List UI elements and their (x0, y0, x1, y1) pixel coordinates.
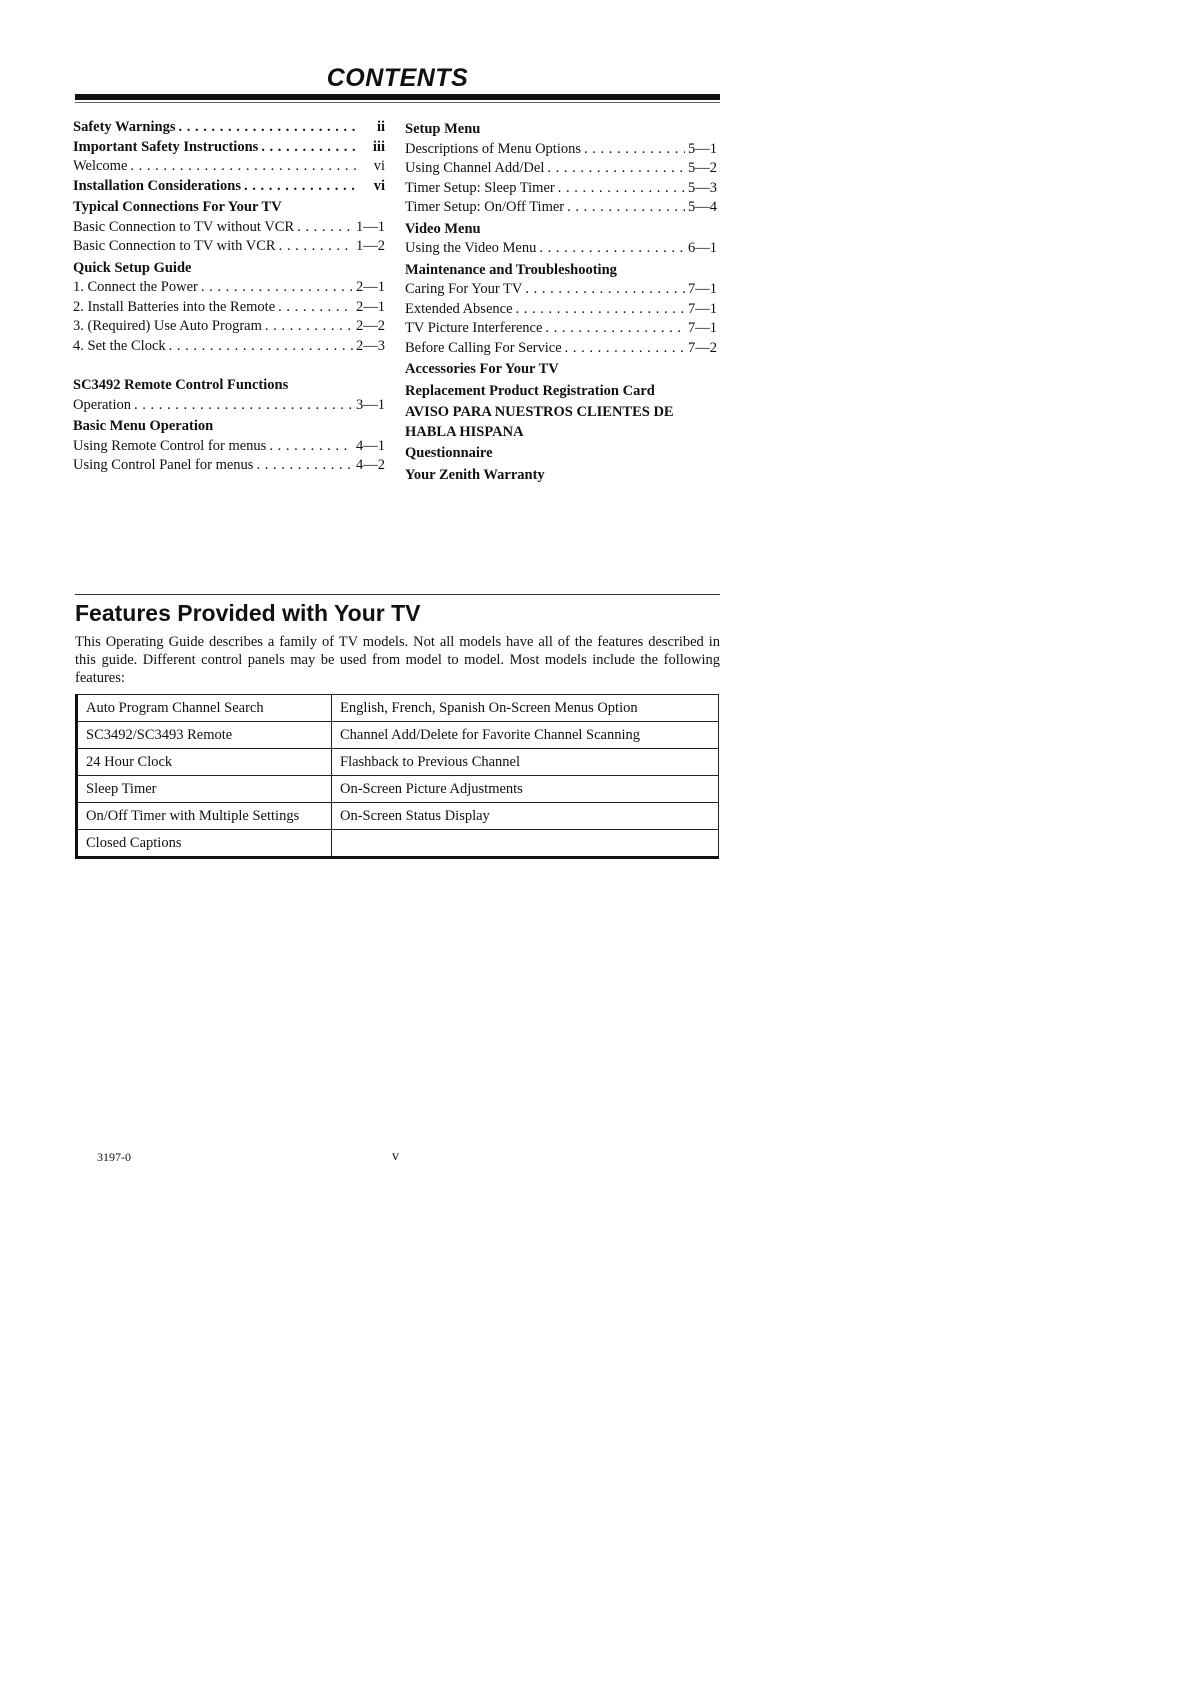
toc-section-heading: Basic Menu Operation (73, 418, 214, 434)
toc-entry (73, 437, 385, 457)
toc-right-column (405, 118, 717, 485)
features-title: Features Provided with Your TV (75, 600, 421, 626)
toc-entry (405, 159, 717, 179)
toc-leader-dots (130, 157, 360, 177)
toc-entry (73, 237, 385, 257)
toc-entry (73, 157, 385, 177)
toc-entry-page: 2—1 (356, 279, 385, 295)
toc-entry-title: Basic Connection to TV with VCR (73, 238, 276, 254)
table-row (77, 830, 719, 858)
toc-entry (73, 396, 385, 416)
toc-leader-dots (565, 339, 685, 359)
table-row (77, 722, 719, 749)
toc-entry-title: Timer Setup: On/Off Timer (405, 199, 565, 215)
toc-leader-dots (278, 298, 353, 318)
toc-entry-page: 7—1 (688, 320, 717, 336)
toc-entry (73, 218, 385, 238)
toc-entry (73, 337, 385, 357)
toc-left-column (73, 118, 385, 476)
toc-entry-title: 1. Connect the Power (73, 279, 198, 295)
toc-entry-title: Installation Considerations (73, 177, 241, 194)
toc-gap (73, 356, 385, 374)
feature-cell (332, 830, 719, 858)
toc-leader-dots (525, 280, 685, 300)
toc-section-heading: Typical Connections For Your TV (73, 199, 282, 215)
features-intro: This Operating Guide describes a family of TV models. Not all models have all of the features described in this guide. Different control panels may be used from model to model. Most models include the following features: (75, 634, 720, 686)
feature-cell: Auto Program Channel Search (77, 695, 332, 722)
feature-cell: On-Screen Picture Adjustments (332, 776, 719, 803)
page-number: v (392, 1149, 399, 1164)
toc-entry-page: 4—1 (356, 437, 385, 454)
toc-entry-page: 5—4 (688, 199, 717, 215)
features-divider (75, 594, 720, 595)
toc-entry (405, 239, 717, 259)
toc-entry-page: iii (372, 138, 385, 155)
toc-entry-page: vi (373, 177, 385, 194)
toc-entry-page: 2—2 (356, 318, 385, 334)
table-row (77, 749, 719, 776)
toc-entry (405, 198, 717, 218)
toc-leader-dots (547, 159, 685, 179)
feature-cell: On/Off Timer with Multiple Settings (77, 803, 332, 830)
feature-cell: Sleep Timer (77, 776, 332, 803)
toc-entry-title: Caring For Your TV (405, 281, 523, 297)
toc-entry-page: 5—2 (688, 160, 717, 176)
toc-entry-page: 1—1 (356, 218, 385, 235)
toc-leader-dots (297, 218, 353, 238)
contents-title: CONTENTS (326, 64, 469, 92)
toc-section-heading: Setup Menu (405, 121, 481, 137)
toc-entry-page: 5—3 (688, 179, 717, 196)
table-row (77, 803, 719, 830)
toc-entry-page: 5—1 (688, 140, 717, 157)
feature-cell: Channel Add/Delete for Favorite Channel Scanning (332, 722, 719, 749)
toc-entry-title: Operation (73, 396, 131, 413)
toc-entry-title: Basic Connection to TV without VCR (73, 218, 295, 235)
toc-leader-dots (178, 118, 360, 138)
toc-entry-title: Welcome (73, 158, 128, 174)
toc-entry (73, 298, 385, 318)
toc-entry (405, 140, 717, 160)
toc-leader-dots (269, 437, 353, 457)
toc-leader-dots (279, 237, 353, 257)
toc-entry-page: 2—3 (356, 337, 385, 354)
toc-entry-page: 2—1 (356, 298, 385, 315)
feature-cell: Flashback to Previous Channel (332, 749, 719, 776)
toc-entry-title: Using the Video Menu (405, 240, 537, 256)
toc-entry (405, 319, 717, 339)
toc-entry (405, 179, 717, 199)
toc-section-heading: Quick Setup Guide (73, 259, 192, 276)
toc-entry-title: Using Remote Control for menus (73, 437, 267, 454)
toc-leader-dots (201, 278, 353, 298)
toc-leader-dots (545, 319, 685, 339)
toc-leader-dots (256, 456, 353, 476)
table-row (77, 695, 719, 722)
feature-cell: SC3492/SC3493 Remote (77, 722, 332, 749)
toc-entry (73, 118, 385, 138)
toc-leader-dots (244, 177, 360, 197)
toc-entry-title: 3. (Required) Use Auto Program (73, 318, 262, 334)
toc-entry (73, 317, 385, 337)
toc-leader-dots (584, 140, 685, 160)
toc-leader-dots (567, 198, 685, 218)
toc-entry (405, 280, 717, 300)
toc-leader-dots (558, 179, 685, 199)
toc-leader-dots (539, 239, 685, 259)
toc-entry-title: Before Calling For Service (405, 339, 562, 356)
toc-entry (73, 138, 385, 158)
table-row (77, 776, 719, 803)
toc-section-heading: AVISO PARA NUESTROS CLIENTES DE HABLA HISPANA (405, 404, 674, 440)
toc-entry-title: Safety Warnings (73, 119, 176, 135)
toc-entry-page: 7—1 (688, 281, 717, 297)
toc-entry (405, 300, 717, 320)
toc-section-heading: Accessories For Your TV (405, 361, 559, 377)
toc-section-heading: Maintenance and Troubleshooting (405, 261, 617, 278)
toc-section-heading: Your Zenith Warranty (405, 466, 545, 483)
toc-leader-dots (261, 138, 360, 158)
toc-leader-dots (265, 317, 353, 337)
toc-entry-page: 1—2 (356, 238, 385, 254)
toc-entry-title: TV Picture Interference (405, 320, 543, 336)
toc-entry-title: 4. Set the Clock (73, 337, 166, 354)
toc-entry-title: Extended Absence (405, 300, 513, 317)
features-table (75, 694, 719, 859)
toc-entry-title: Descriptions of Menu Options (405, 140, 581, 157)
feature-cell: English, French, Spanish On-Screen Menus Option (332, 695, 719, 722)
toc-section-heading: Replacement Product Registration Card (405, 382, 655, 399)
toc-leader-dots (134, 396, 353, 416)
toc-entry-title: Using Control Panel for menus (73, 457, 254, 473)
contents-rule (75, 94, 720, 100)
feature-cell: Closed Captions (77, 830, 332, 858)
toc-entry-title: Timer Setup: Sleep Timer (405, 179, 555, 196)
toc-entry (73, 177, 385, 197)
toc-leader-dots (516, 300, 685, 320)
feature-cell: On-Screen Status Display (332, 803, 719, 830)
toc-entry-title: 2. Install Batteries into the Remote (73, 298, 276, 315)
toc-entry-page: 7—1 (688, 300, 717, 317)
toc-entry (73, 456, 385, 476)
toc-entry-page: ii (376, 119, 385, 135)
toc-entry-page: 7—2 (688, 339, 717, 356)
toc-entry-page: 4—2 (356, 457, 385, 473)
document-code: 3197-0 (97, 1150, 131, 1164)
toc-entry (73, 278, 385, 298)
toc-entry-page: 3—1 (356, 396, 385, 413)
toc-entry-title: Important Safety Instructions (73, 138, 259, 155)
toc-section-heading: Video Menu (405, 220, 481, 237)
toc-section-heading: Questionnaire (405, 445, 493, 461)
toc-entry-page: 6—1 (688, 240, 717, 256)
contents-rule-thin (75, 102, 720, 103)
feature-cell: 24 Hour Clock (77, 749, 332, 776)
toc-section-heading: SC3492 Remote Control Functions (73, 377, 289, 393)
toc-entry-page: vi (373, 158, 385, 174)
toc-leader-dots (169, 337, 353, 357)
toc-entry (405, 339, 717, 359)
toc-entry-title: Using Channel Add/Del (405, 160, 545, 176)
